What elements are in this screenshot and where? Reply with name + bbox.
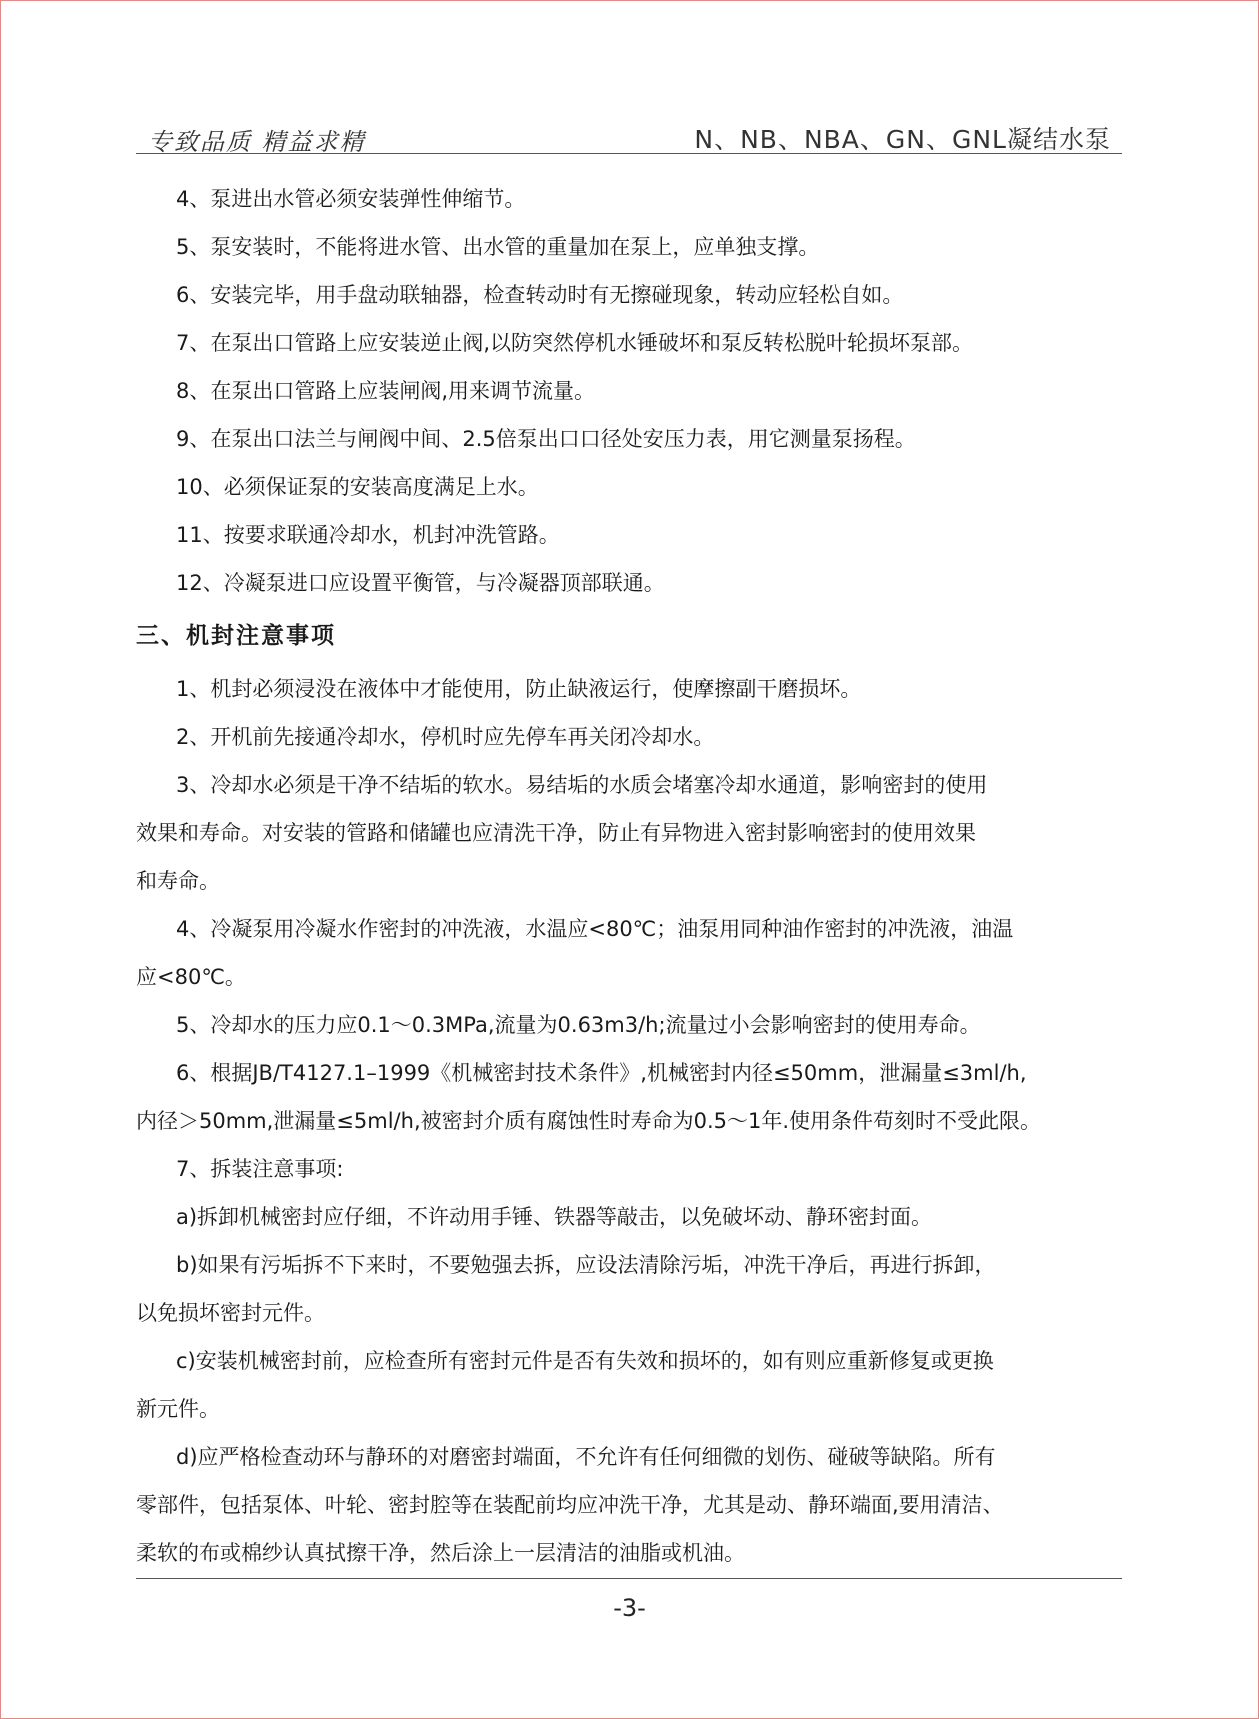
seal-note-line: 新元件。 — [136, 1397, 220, 1421]
page-header — [136, 118, 1123, 156]
header-product-line: N、NB、NBA、GN、GNL凝结水泵 — [694, 125, 1111, 154]
seal-note-line: 2、开机前先接通冷却水，停机时应先停车再关闭冷却水。 — [176, 725, 715, 749]
section-title-seal-notes: 三、机封注意事项 — [136, 623, 336, 649]
install-item: 5、泵安装时，不能将进水管、出水管的重量加在泵上，应单独支撑。 — [176, 235, 820, 259]
install-item: 12、冷凝泵进口应设置平衡管，与冷凝器顶部联通。 — [176, 571, 665, 595]
header-rule — [136, 153, 1122, 154]
seal-note-line: a)拆卸机械密封应仔细，不许动用手锤、铁器等敲击，以免破坏动、静环密封面。 — [176, 1205, 933, 1229]
seal-note-line: 柔软的布或棉纱认真拭擦干净，然后涂上一层清洁的油脂或机油。 — [136, 1541, 745, 1565]
seal-note-line: c)安装机械密封前，应检查所有密封元件是否有失效和损坏的，如有则应重新修复或更换 — [176, 1349, 994, 1373]
install-item: 9、在泵出口法兰与闸阀中间、2.5倍泵出口口径处安压力表，用它测量泵扬程。 — [176, 427, 916, 451]
install-notes-list — [136, 175, 1136, 607]
page-number: -3- — [613, 1594, 646, 1622]
seal-note-line: 7、拆装注意事项: — [176, 1157, 344, 1181]
install-item: 6、安装完毕，用手盘动联轴器，检查转动时有无擦碰现象，转动应轻松自如。 — [176, 283, 904, 307]
seal-note-line: 以免损坏密封元件。 — [136, 1301, 325, 1325]
install-item: 11、按要求联通冷却水，机封冲洗管路。 — [176, 523, 560, 547]
seal-note-line: 1、机封必须浸没在液体中才能使用，防止缺液运行，使摩擦副干磨损坏。 — [176, 677, 862, 701]
header-slogan: 专致品质 精益求精 — [148, 128, 366, 156]
install-item: 8、在泵出口管路上应装闸阀,用来调节流量。 — [176, 379, 596, 403]
seal-note-line: 3、冷却水必须是干净不结垢的软水。易结垢的水质会堵塞冷却水通道，影响密封的使用 — [176, 773, 988, 797]
footer-rule — [136, 1578, 1122, 1579]
seal-notes-list — [136, 665, 1136, 1577]
seal-note-line: 应<80℃。 — [136, 965, 246, 989]
seal-note-line: 内径＞50mm,泄漏量≤5ml/h,被密封介质有腐蚀性时寿命为0.5～1年.使用条件苟刻时不受此限。 — [136, 1109, 1042, 1133]
document-body — [136, 175, 1136, 1577]
seal-note-line: d)应严格检查动环与静环的对磨密封端面，不允许有任何细微的划伤、碰破等缺陷。所有 — [176, 1445, 996, 1469]
install-item: 4、泵进出水管必须安装弹性伸缩节。 — [176, 187, 526, 211]
seal-note-line: 5、冷却水的压力应0.1～0.3MPa,流量为0.63m3/h;流量过小会影响密封的使用寿命。 — [176, 1013, 981, 1037]
seal-note-line: 4、冷凝泵用冷凝水作密封的冲洗液，水温应<80℃；油泵用同种油作密封的冲洗液，油温 — [176, 917, 1014, 941]
seal-note-line: 和寿命。 — [136, 869, 220, 893]
seal-note-line: 零部件，包括泵体、叶轮、密封腔等在装配前均应冲洗干净，尤其是动、静环端面,要用清洁、 — [136, 1493, 1004, 1517]
install-item: 7、在泵出口管路上应安装逆止阀,以防突然停机水锤破坏和泵反转松脱叶轮损坏泵部。 — [176, 331, 974, 355]
install-item: 10、必须保证泵的安装高度满足上水。 — [176, 475, 539, 499]
seal-note-line: 效果和寿命。对安装的管路和储罐也应清洗干净，防止有异物进入密封影响密封的使用效果 — [136, 821, 976, 845]
seal-note-line: b)如果有污垢拆不下来时，不要勉强去拆，应设法清除污垢，冲洗干净后，再进行拆卸， — [176, 1253, 996, 1277]
seal-note-line: 6、根据JB/T4127.1–1999《机械密封技术条件》,机械密封内径≤50mm，泄漏量≤3ml/h, — [176, 1061, 1027, 1085]
